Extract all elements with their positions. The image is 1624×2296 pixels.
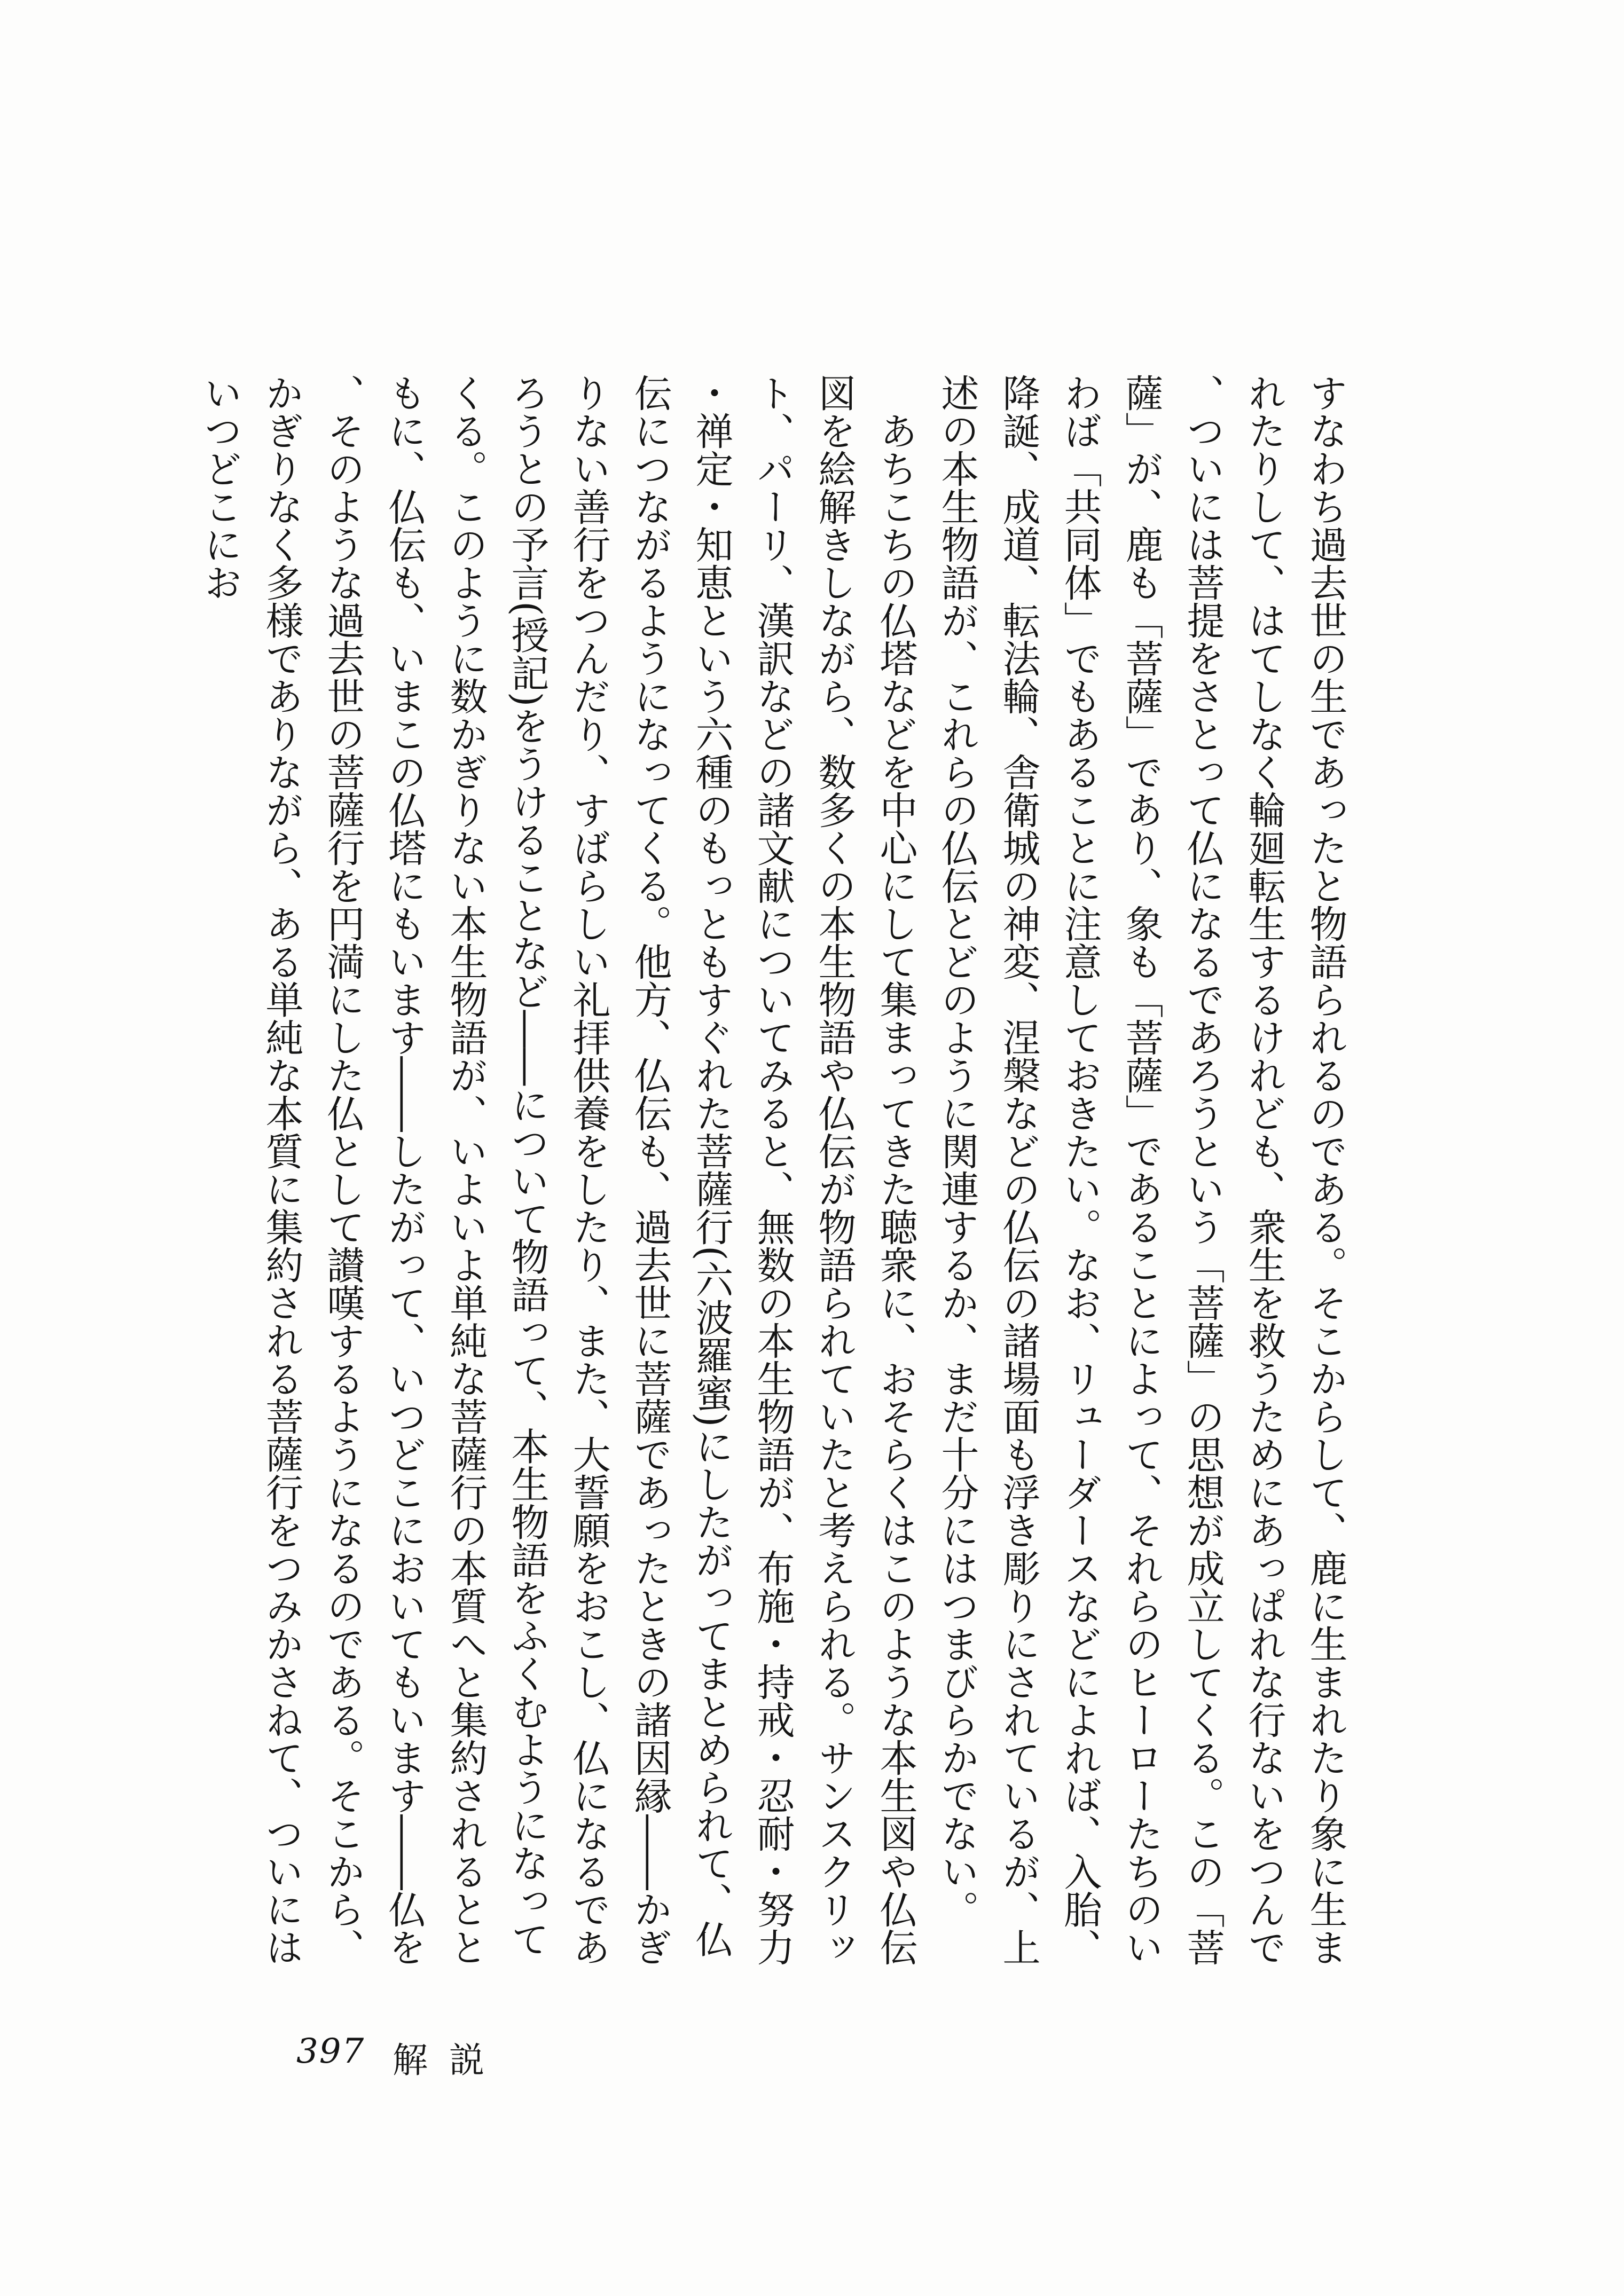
paragraph-2: あちこちの仏塔などを中心にして集まってきた聴衆に、おそらくはこのような本生図や仏伝図を絵解きしながら、数多くの本生物語や仏伝が物語られていたと考えられる。サンスクリット、パーリ、漢訳などの諸文献についてみると、無数の本生物語が、布施・持戒・忍耐・努力・禅定・知恵という六種のもっともすぐれた菩薩行(六波羅蜜)にしたがってまとめられて、仏伝につながるようになってくる。他方、仏伝も、過去世に菩薩であったときの諸因縁――かぎりない善行をつんだり、すばらしい礼拝供養をしたり、また、大誓願をおこし、仏になるであろうとの予言(授記)をうけることなど――について物語って、本生物語をふくむようになってくる。このように数かぎりない本生物語が、いよいよ単純な菩薩行の本質へと集約されるとともに、仏伝も、いまこの仏塔にもいます――したがって、いつどこにおいてもいます――仏を、そのような過去世の菩薩行を円満にした仏として讃嘆するようになるのである。そこから、かぎりなく多様でありながら、ある単純な本質に集約される菩薩行をつみかさねて、ついにはいつどこにお: [198, 374, 918, 1966]
paragraph-1: すなわち過去世の生であったと物語られるのである。そこからして、鹿に生まれたり象に生まれたりして、はてしなく輪廻転生するけれども、衆生を救うためにあっぱれな行ないをつんで、ついには菩提をさとって仏になるであろうという「菩薩」の思想が成立してくる。この「菩薩」が、鹿も「菩薩」であり、象も「菩薩」であることによって、それらのヒーローたちのいわば「共同体」でもあることに注意しておきたい。なお、リューダースなどによれば、入胎、降誕、成道、転法輪、舎衛城の神変、涅槃などの仏伝の諸場面も浮き彫りにされているが、上述の本生物語が、これらの仏伝とどのように関連するか、まだ十分にはつまびらかでない。: [935, 374, 1348, 1966]
body-text: [198, 374, 1356, 1986]
running-head: 解説: [393, 2040, 506, 2081]
page-number: 397: [296, 2032, 365, 2071]
